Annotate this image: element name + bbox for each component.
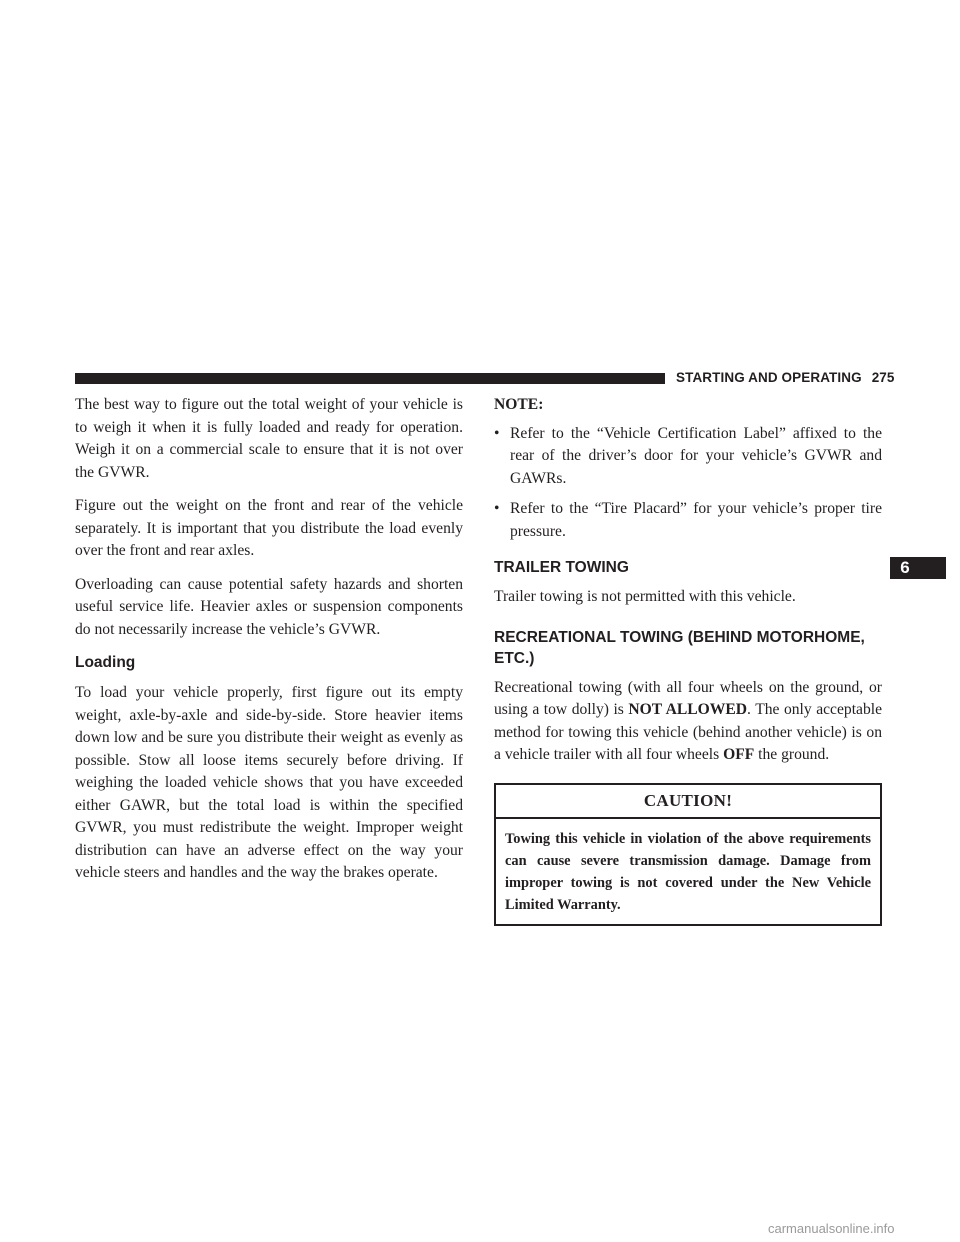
left-column <box>75 394 463 896</box>
watermark-text: carmanualsonline.info <box>768 1221 895 1236</box>
bullet-icon: • <box>494 424 500 442</box>
recreational-towing-heading: RECREATIONAL TOWING (BEHIND MOTORHOME, ETC.) <box>494 628 865 667</box>
chapter-tab <box>890 557 946 579</box>
running-header <box>676 368 895 388</box>
paragraph-front-rear-weight: Figure out the weight on the front and rear of the vehicle separately. It is important that you distribute the load evenly over the front and rear axles. <box>75 497 463 559</box>
bullet-icon: • <box>494 500 500 517</box>
caution-title: CAUTION! <box>496 785 880 819</box>
header-rule <box>75 373 665 384</box>
loading-heading: Loading <box>75 654 136 671</box>
trailer-towing-heading: TRAILER TOWING <box>494 559 629 576</box>
not-allowed-emphasis: NOT ALLOWED <box>628 701 748 718</box>
off-emphasis: OFF <box>723 746 755 763</box>
section-title: STARTING AND OPERATING <box>676 370 862 385</box>
paragraph-recreational-towing: Recreational towing (with all four wheels on the ground, or using a tow dolly) is NOT ALLOWED. The only acceptable method for towing this vehicle (behind another vehicle) is on a vehicle trailer with all four wheels OFF the ground. <box>494 678 883 763</box>
right-column <box>494 394 882 926</box>
caution-box <box>494 783 882 926</box>
paragraph-trailer-towing: Trailer towing is not permitted with this vehicle. <box>494 588 796 605</box>
page-number: 275 <box>871 370 895 385</box>
chapter-number: 6 <box>900 558 910 577</box>
paragraph-overloading: Overloading can cause potential safety hazards and shorten useful service life. Heavier axles or suspension components do not necessarily increase the vehicle’s GVWR. <box>75 575 463 638</box>
paragraph-loading: To load your vehicle properly, first figure out its empty weight, axle-by-axle and side-by-side. Store heavier items down low and be sure you distribute their weight as evenly as possible. Stow all loose items securely before driving. If weighing the loaded vehicle shows that you have exceeded either GAWR, but the total load is within the specified GVWR, you must redistribute the weight. Improper weight distribution can have an adverse effect on the way your vehicle steers and handles and the way the brakes operate. <box>75 684 463 881</box>
note-label: NOTE: <box>494 396 544 413</box>
list-item: • Refer to the “Tire Placard” for your vehicle’s proper tire pressure. <box>494 500 882 540</box>
list-item: • Refer to the “Vehicle Certification Label” affixed to the rear of the driver’s door for your vehicle’s GVWR and GAWRs. <box>494 424 882 487</box>
note-list <box>494 423 882 544</box>
caution-text: Towing this vehicle in violation of the above requirements can cause severe transmission damage. Damage from improper towing is not covered under the New Vehicle Limited Warranty. <box>505 830 871 913</box>
paragraph-total-weight: The best way to figure out the total weight of your vehicle is to weigh it when it is fully loaded and ready for operation. Weigh it on a commercial scale to ensure that it is not over the GVWR. <box>75 396 463 481</box>
